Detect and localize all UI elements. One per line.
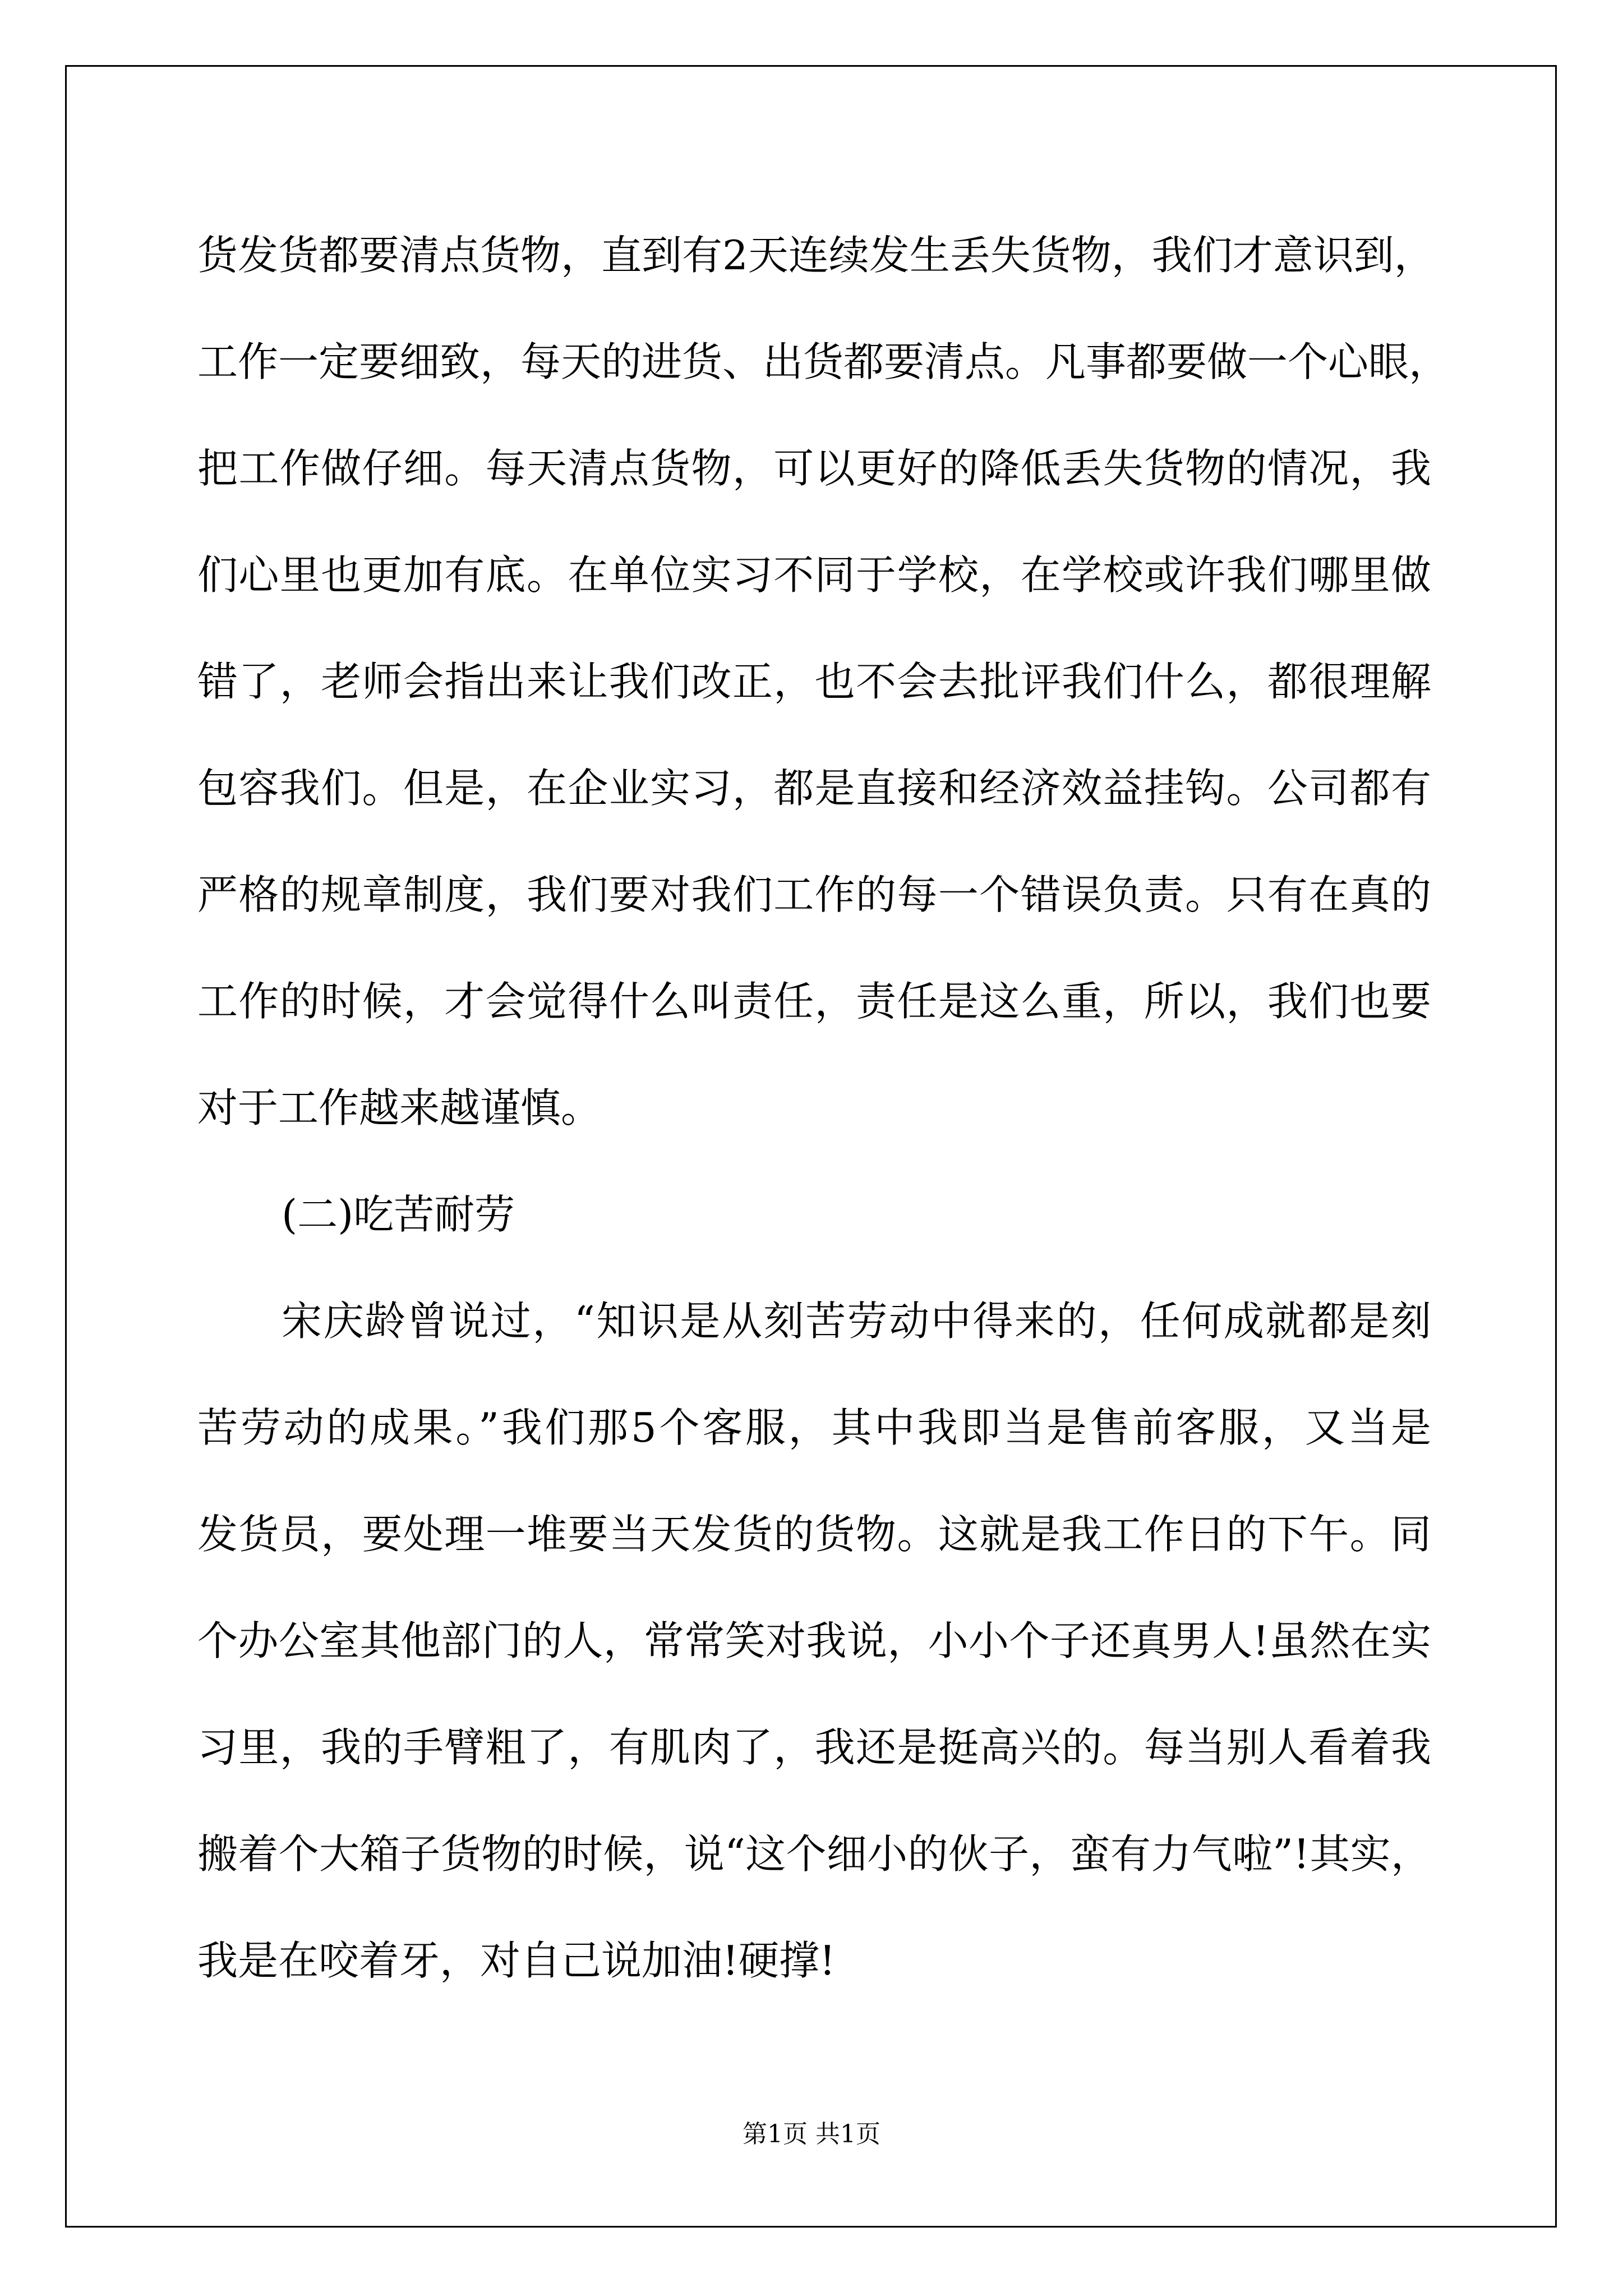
text-line: 错了，老师会指出来让我们改正，也不会去批评我们什么，都很理解 (197, 658, 1431, 705)
section-heading: (二)吃苦耐劳 (282, 1191, 515, 1238)
text-line: 货发货都要清点货物，直到有2天连续发生丢失货物，我们才意识到， (197, 232, 1435, 279)
text-line: 对于工作越来越谨慎。 (197, 1084, 602, 1131)
text-line: 把工作做仔细。每天清点货物，可以更好的降低丢失货物的情况，我 (197, 445, 1431, 492)
text-line: 宋庆龄曾说过，“知识是从刻苦劳动中得来的，任何成就都是刻 (282, 1297, 1431, 1345)
text-line: 我是在咬着牙，对自己说加油!硬撑! (197, 1937, 836, 1984)
document-body (197, 202, 1450, 2014)
text-line: 们心里也更加有底。在单位实习不同于学校，在学校或许我们哪里做 (197, 551, 1431, 599)
text-line: 严格的规章制度，我们要对我们工作的每一个错误负责。只有在真的 (197, 871, 1431, 918)
text-line: 工作的时候，才会觉得什么叫责任，责任是这么重，所以，我们也要 (197, 978, 1431, 1025)
text-line: 工作一定要细致，每天的进货、出货都要清点。凡事都要做一个心眼， (197, 338, 1450, 385)
text-line: 苦劳动的成果。”我们那5个客服，其中我即当是售前客服，又当是 (197, 1404, 1431, 1451)
text-line: 发货员，要处理一堆要当天发货的货物。这就是我工作日的下午。同 (197, 1511, 1431, 1558)
page-footer: 第1页 共1页 (743, 2120, 880, 2148)
text-line: 习里，我的手臂粗了，有肌肉了，我还是挺高兴的。每当别人看着我 (197, 1724, 1431, 1771)
text-line: 搬着个大箱子货物的时候，说“这个细小的伙子，蛮有力气啦”!其实， (197, 1830, 1431, 1878)
text-line: 个办公室其他部门的人，常常笑对我说，小小个子还真男人!虽然在实 (197, 1617, 1431, 1664)
text-line: 包容我们。但是，在企业实习，都是直接和经济效益挂钩。公司都有 (197, 765, 1431, 812)
